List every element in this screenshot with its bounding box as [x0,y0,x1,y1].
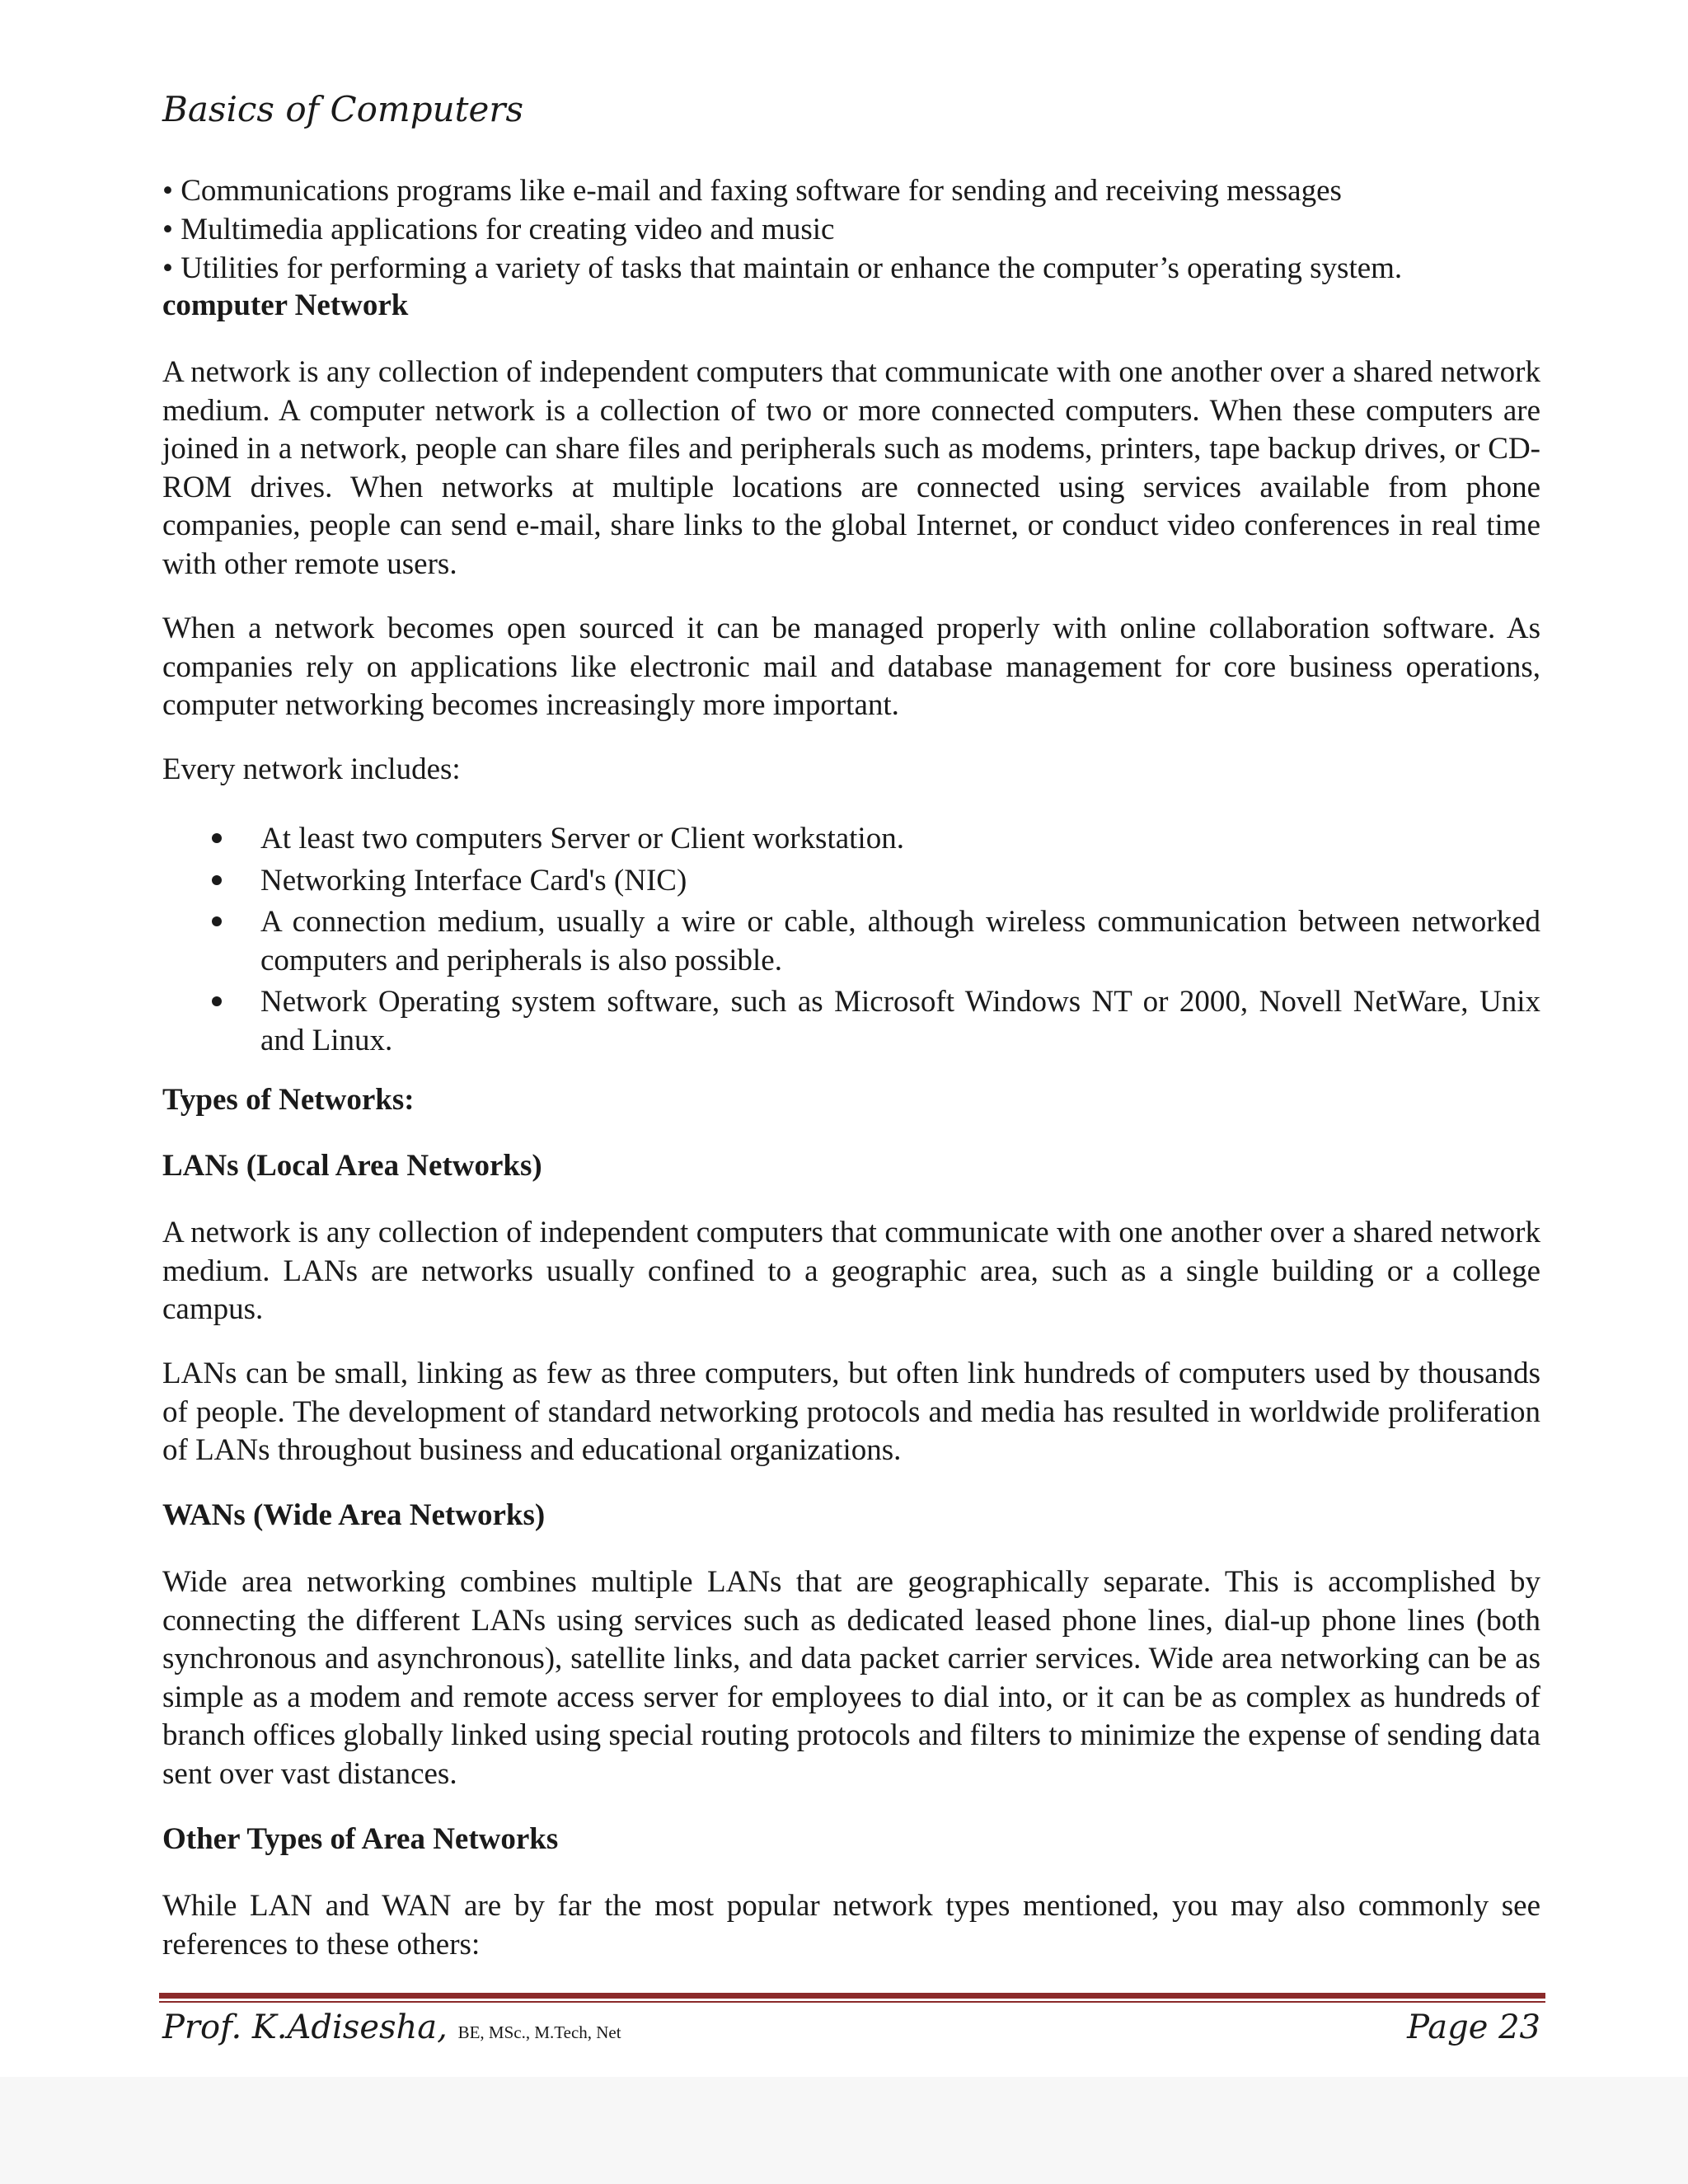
list-item-text: At least two computers Server or Client workstation. [260,822,904,855]
intro-bullet-item: • Utilities for performing a variety of tasks that maintain or enhance the computer’s operating system. [162,251,1403,285]
footer-credentials: BE, MSc., M.Tech, Net [457,2022,621,2042]
section-heading-types: Types of Networks: [162,1083,415,1117]
bullet-dot-icon [212,996,222,1006]
bullet-dot-icon [212,875,222,885]
bullet-dot-icon [212,916,222,926]
list-item-text: Network Operating system software, such as Microsoft Windows NT or 2000, Novell NetWare, Unix and Linux. [260,985,1540,1057]
footer-author-name: Prof. K.Adisesha, [162,2008,448,2046]
intro-bullet-list [162,171,1540,288]
list-item [162,820,1540,859]
paragraph: A network is any collection of independent computers that communicate with one another over a shared network medium. A computer network is a collection of two or more connected computers. When these computers are joined in a network, people can share files and peripherals such as modems, printers, tape backup drives, or CD-ROM drives. When networks at multiple locations are connected using services available from phone companies, people can send e-mail, share links to the global Internet, or conduct video conferences in real time with other remote users. [162,355,1540,581]
bottom-margin-band [0,2077,1688,2184]
paragraph: While LAN and WAN are by far the most popular network types mentioned, you may also commonly see references to these others: [162,1889,1540,1961]
footer-rule-thick [159,1993,1545,1999]
footer-author [162,2008,621,2046]
includes-label: Every network includes: [162,752,461,786]
list-item [162,983,1540,1060]
footer-rule-thin [159,2001,1545,2003]
bullet-dot-icon [212,833,222,843]
paragraph: LANs can be small, linking as few as three computers, but often link hundreds of computers used by thousands of people. The development of standard networking protocols and media has resulted in worldwide proliferation of LANs throughout business and educational organizations. [162,1357,1540,1467]
list-item-text: A connection medium, usually a wire or cable, although wireless communication between networked computers and peripherals is also possible. [260,905,1540,977]
intro-bullet-item: • Communications programs like e-mail and faxing software for sending and receiving messages [162,174,1342,208]
section-heading-wans: WANs (Wide Area Networks) [162,1498,546,1532]
intro-bullet-item: • Multimedia applications for creating video and music [162,213,835,246]
section-heading-other-types: Other Types of Area Networks [162,1822,559,1856]
running-head: Basics of Computers [162,89,524,129]
list-item-text: Networking Interface Card's (NIC) [260,863,687,898]
footer-rule [159,1993,1545,2003]
paragraph: Wide area networking combines multiple LANs that are geographically separate. This is accomplished by connecting the different LANs using services such as dedicated leased phone lines, dial-up phone lines (both synchronous and asynchronous), satellite links, and data packet carrier services. Wide area networking can be as simple as a modem and remote access server for employees to dial into, or it can be as complex as hundreds of branch offices globally linked using special routing protocols and filters to minimize the expense of sending data sent over vast distances. [162,1565,1540,1791]
section-heading-lans: LANs (Local Area Networks) [162,1149,542,1183]
page-footer [162,2008,1540,2058]
paragraph: When a network becomes open sourced it can be managed properly with online collaboration software. As companies rely on applications like electronic mail and database management for core business operations, computer networking becomes increasingly more important. [162,612,1540,722]
list-item [162,903,1540,980]
includes-list [162,820,1540,1063]
list-item [162,862,1540,901]
footer-page-number: Page 23 [1407,2008,1540,2046]
paragraph: A network is any collection of independent computers that communicate with one another over a shared network medium. LANs are networks usually confined to a geographic area, such as a single building or a college campus. [162,1216,1540,1326]
section-heading-computer-network: computer Network [162,288,409,322]
